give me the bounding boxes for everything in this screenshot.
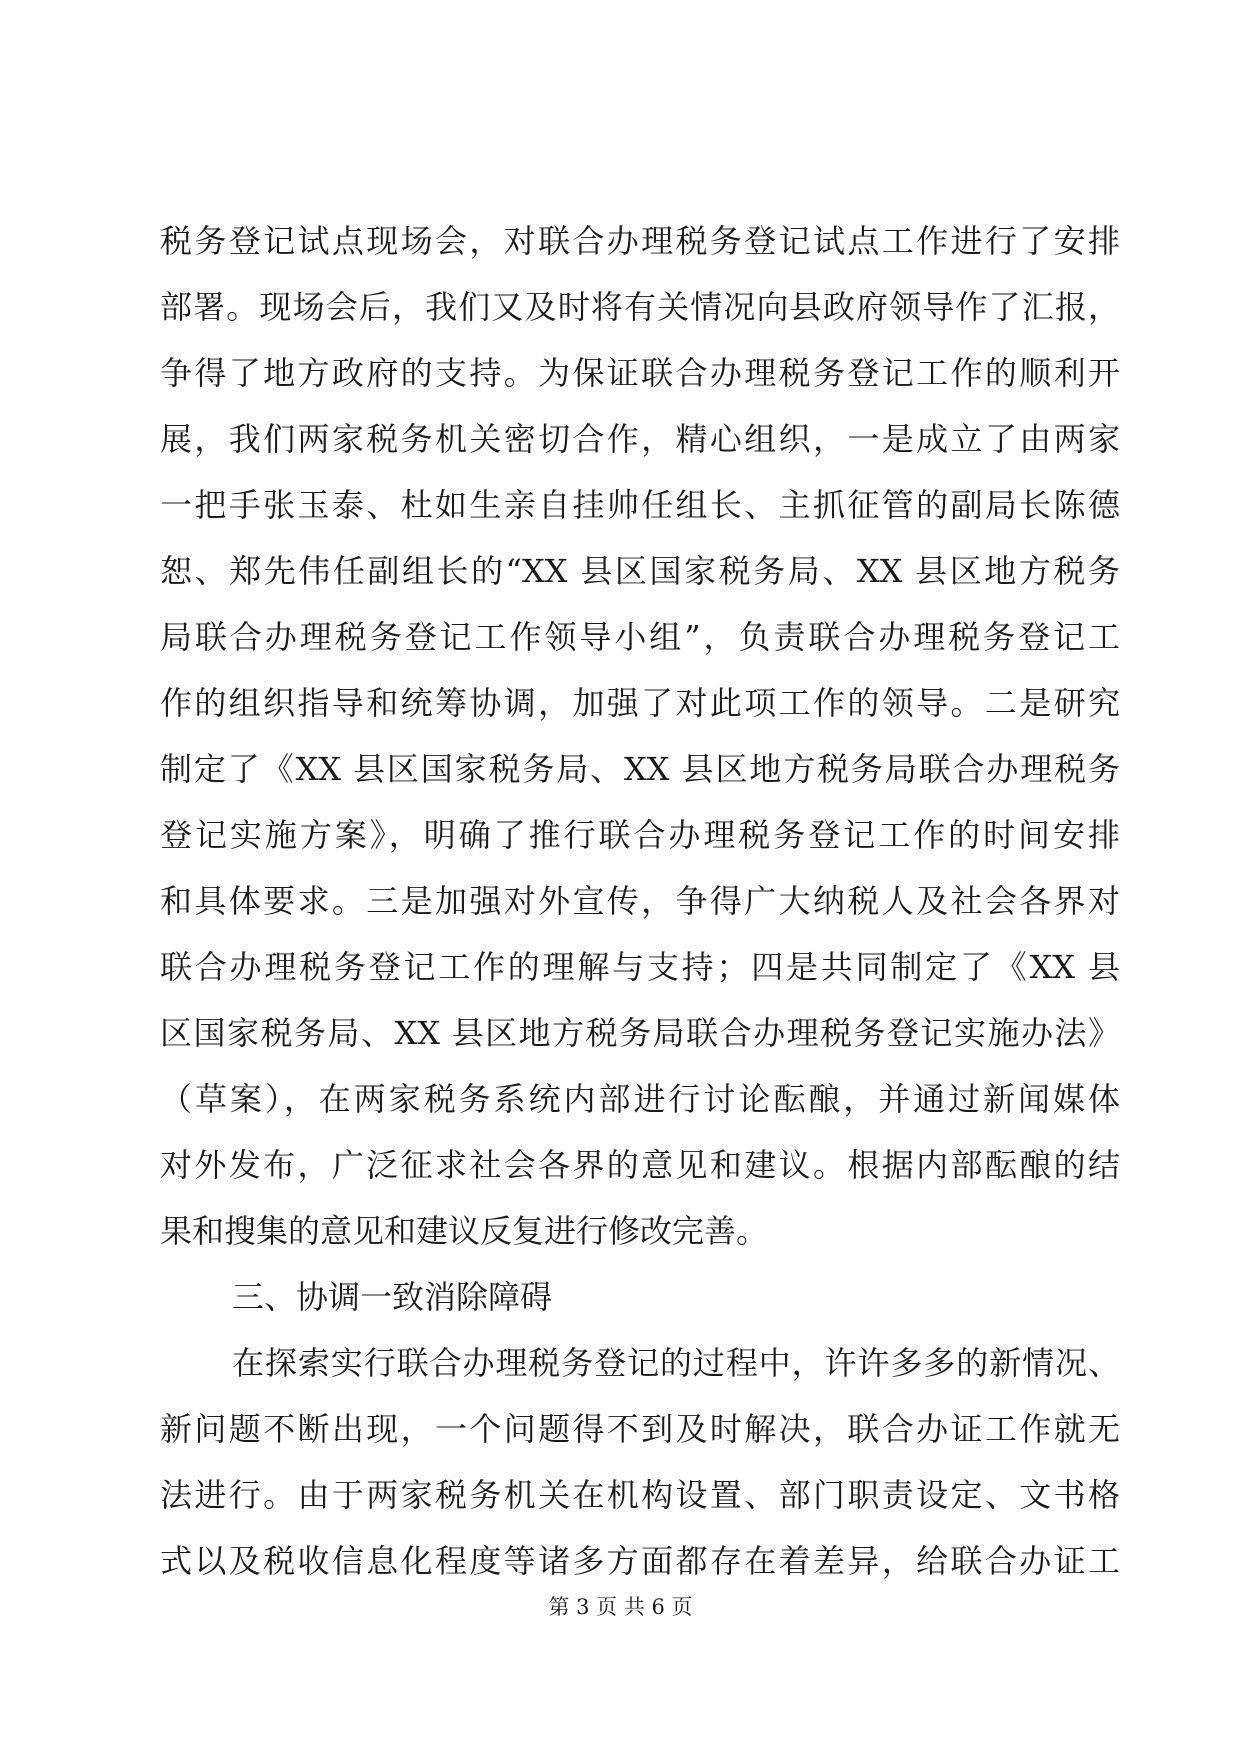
text-line: 式以及税收信息化程度等诸多方面都存在着差异，给联合办证工 bbox=[160, 1542, 1120, 1580]
text-line: 税务登记试点现场会，对联合办理税务登记试点工作进行了安排 bbox=[160, 222, 1120, 260]
text-line: 新问题不断出现，一个问题得不到及时解决，联合办证工作就无 bbox=[160, 1410, 1120, 1448]
text-line: 争得了地方政府的支持。为保证联合办理税务登记工作的顺利开 bbox=[160, 354, 1120, 392]
text-line: 对外发布，广泛征求社会各界的意见和建议。根据内部酝酿的结 bbox=[160, 1146, 1120, 1184]
text-line: 作的组织指导和统筹协调，加强了对此项工作的领导。二是研究 bbox=[160, 684, 1120, 722]
text-line: 登记实施方案》，明确了推行联合办理税务登记工作的时间安排 bbox=[160, 816, 1120, 854]
text-line: 制定了《XX 县区国家税务局、XX 县区地方税务局联合办理税务 bbox=[160, 750, 1120, 788]
section-heading: 三、协调一致消除障碍 bbox=[232, 1278, 553, 1316]
text-line: 展，我们两家税务机关密切合作，精心组织，一是成立了由两家 bbox=[160, 420, 1120, 458]
body-text bbox=[160, 208, 1120, 1594]
text-line: 区国家税务局、XX 县区地方税务局联合办理税务登记实施办法》 bbox=[160, 1014, 1120, 1052]
text-line: 和具体要求。三是加强对外宣传，争得广大纳税人及社会各界对 bbox=[160, 882, 1120, 920]
page-footer: 第 3 页 共 6 页 bbox=[548, 1595, 693, 1619]
text-line: 局联合办理税务登记工作领导小组”，负责联合办理税务登记工 bbox=[160, 618, 1120, 656]
text-line: 法进行。由于两家税务机关在机构设置、部门职责设定、文书格 bbox=[160, 1476, 1120, 1514]
text-line: 恕、郑先伟任副组长的“XX 县区国家税务局、XX 县区地方税务 bbox=[160, 552, 1120, 590]
text-line: 部署。现场会后，我们又及时将有关情况向县政府领导作了汇报， bbox=[160, 288, 1120, 326]
text-line: 一把手张玉泰、杜如生亲自挂帅任组长、主抓征管的副局长陈德 bbox=[160, 486, 1120, 524]
text-line: 果和搜集的意见和建议反复进行修改完善。 bbox=[160, 1212, 769, 1250]
text-line: （草案），在两家税务系统内部进行讨论酝酿，并通过新闻媒体 bbox=[160, 1080, 1120, 1118]
text-line: 在探索实行联合办理税务登记的过程中，许许多多的新情况、 bbox=[232, 1344, 1120, 1382]
text-line: 联合办理税务登记工作的理解与支持；四是共同制定了《XX 县 bbox=[160, 948, 1120, 986]
